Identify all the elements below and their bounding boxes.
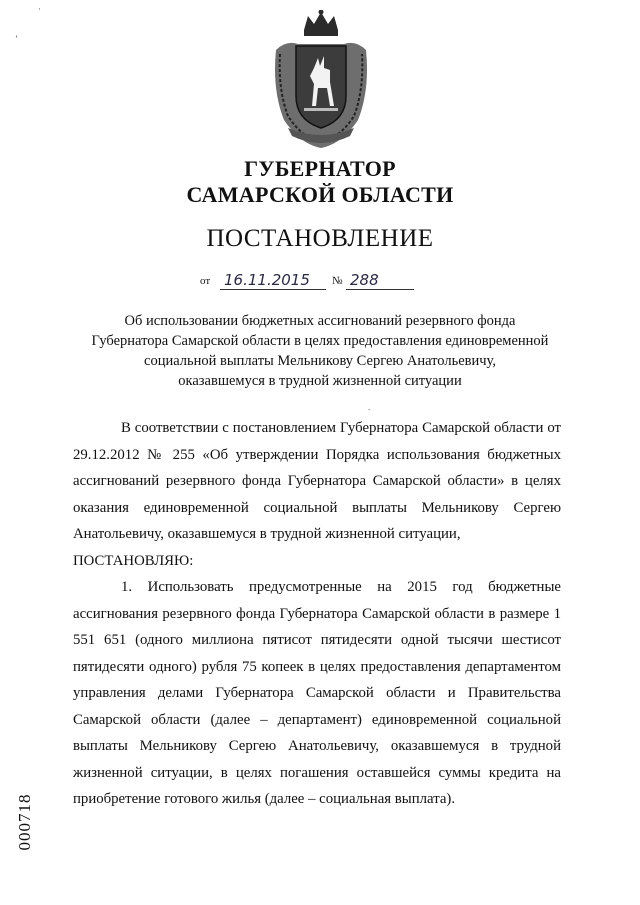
number-label: № bbox=[332, 275, 343, 287]
document-type-title: ПОСТАНОВЛЕНИЕ bbox=[206, 225, 434, 252]
document-number: 288 bbox=[346, 271, 414, 290]
date-prefix-label: от bbox=[200, 275, 211, 287]
decree-word: ПОСТАНОВЛЯЮ: bbox=[73, 552, 194, 569]
svg-text:.: . bbox=[368, 402, 371, 412]
subject-line: Об использовании бюджетных ассигнований резервного фонда bbox=[124, 313, 516, 329]
document-subject bbox=[70, 311, 570, 391]
serial-stamp bbox=[10, 788, 40, 858]
date-number-line bbox=[200, 268, 460, 290]
clause-1-paragraph: 1. Использовать предусмотренные на 2015 год бюджетные ассигнования резервного фонда Губернатора Самарской области в размере 1 551 651 (одного миллиона пятисот пятидесяти одной тысячи шестисот пятидесяти одного) рубля 75 копеек в целях предоставления департаментом управления делами Губернатора Самарской области и Правительства Самарской области (далее – департамент) единовременной социальной выплаты Мельникову Сергею Анатольевичу, оказавшемуся в трудной жизненной ситуации, в целях погашения оставшейся суммы кредита на приобретение готового жилья (далее – социальная выплата). bbox=[73, 579, 561, 807]
subject-line: Губернатора Самарской области в целях предоставления единовременной bbox=[91, 333, 549, 349]
issuer-title-line2: САМАРСКОЙ ОБЛАСТИ bbox=[186, 182, 454, 207]
document-date: 16.11.2015 bbox=[220, 271, 326, 290]
document-body bbox=[73, 415, 561, 813]
issuer-title-line1: ГУБЕРНАТОР bbox=[244, 156, 396, 181]
subject-line: социальной выплаты Мельникову Сергею Анатольевичу, bbox=[144, 353, 496, 369]
svg-text:ʼ: ʼ bbox=[15, 34, 18, 44]
serial-number: 000718 bbox=[15, 793, 34, 851]
svg-text:·: · bbox=[38, 4, 41, 14]
subject-line: оказавшемуся в трудной жизненной ситуации bbox=[178, 373, 462, 389]
coat-of-arms-emblem bbox=[264, 10, 378, 150]
preamble-paragraph: В соответствии с постановлением Губернатора Самарской области от 29.12.2012 № 255 «Об утверждении Порядка использования бюджетных ассигнований резервного фонда Губернатора Самарской области» в целях оказания единовременной социальной выплаты Мельникову Сергею Анатольевичу, оказавшемуся в трудной жизненной ситуации, bbox=[73, 420, 561, 542]
